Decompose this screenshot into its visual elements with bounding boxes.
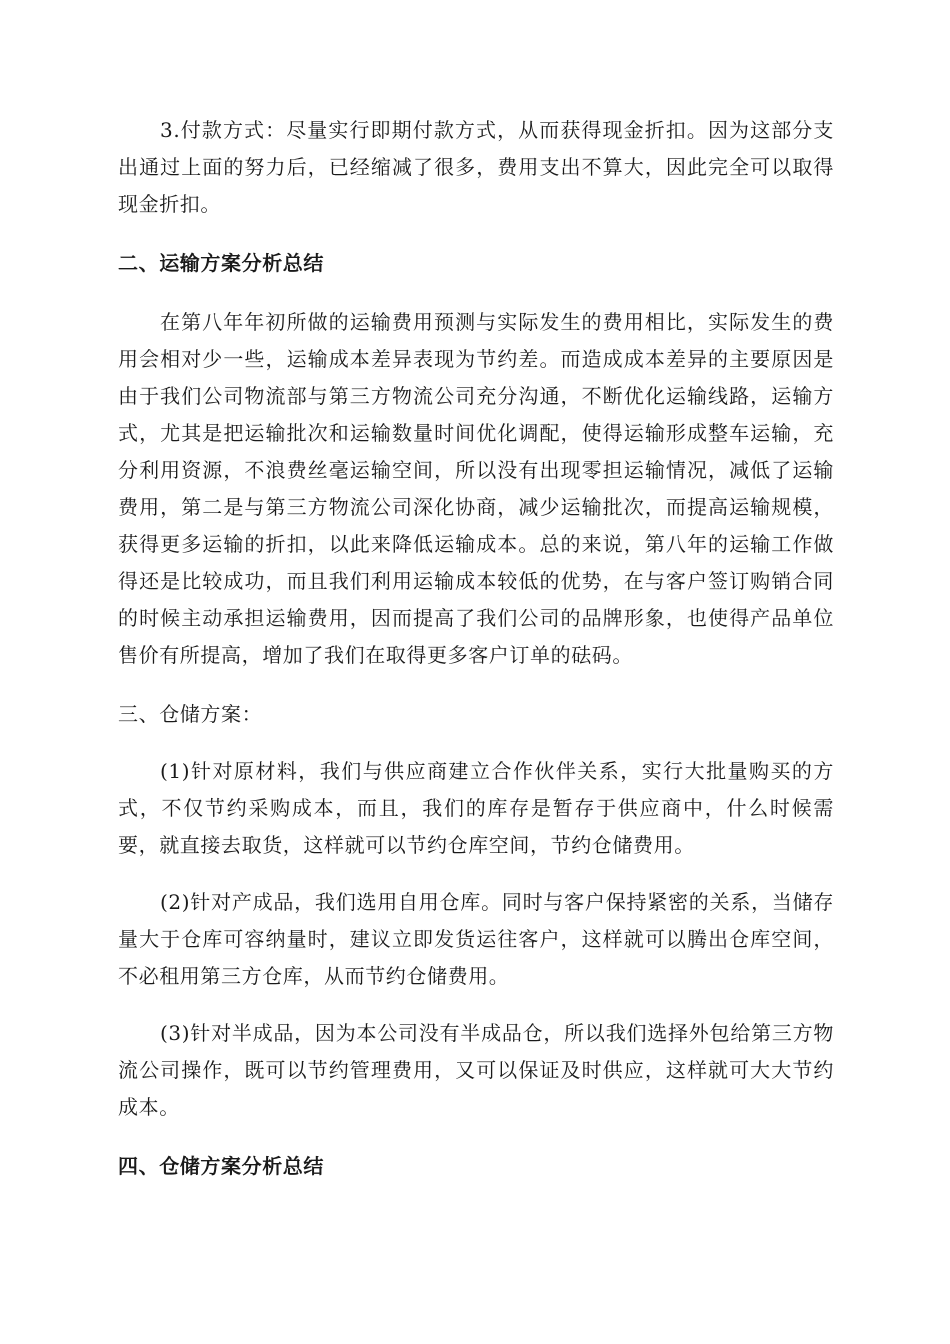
paragraph-payment-method: 3.付款方式：尽量实行即期付款方式，从而获得现金折扣。因为这部分支出通过上面的努力后，已经缩减了很多，费用支出不算大，因此完全可以取得现金折扣。: [118, 118, 834, 216]
section-heading-warehousing-summary: 四、仓储方案分析总结: [118, 1154, 324, 1178]
document-page: [118, 112, 834, 1185]
paragraph-transport-analysis: 在第八年年初所做的运输费用预测与实际发生的费用相比，实际发生的费用会相对少一些，运输成本差异表现为节约差。而造成成本差异的主要原因是由于我们公司物流部与第三方物流公司充分沟通，不断优化运输线路，运输方式，尤其是把运输批次和运输数量时间优化调配，使得运输形成整车运输，充分利用资源，不浪费丝毫运输空间，所以没有出现零担运输情况，减低了运输费用，第二是与第三方物流公司深化协商，减少运输批次，而提高运输规模，获得更多运输的折扣，以此来降低运输成本。总的来说，第八年的运输工作做得还是比较成功，而且我们利用运输成本较低的优势，在与客户签订购销合同的时候主动承担运输费用，因而提高了我们公司的品牌形象，也使得产品单位售价有所提高，增加了我们在取得更多客户订单的砝码。: [118, 310, 834, 667]
paragraph-finished-goods: (2)针对产成品，我们选用自用仓库。同时与客户保持紧密的关系，当储存量大于仓库可容纳量时，建议立即发货运往客户，这样就可以腾出仓库空间，不必租用第三方仓库，从而节约仓储费用。: [118, 890, 834, 988]
section-heading-warehousing-plan: 三、仓储方案：: [118, 702, 263, 726]
section-heading-transport-summary: 二、运输方案分析总结: [118, 251, 324, 275]
paragraph-semi-finished: (3)针对半成品，因为本公司没有半成品仓，所以我们选择外包给第三方物流公司操作，既可以节约管理费用，又可以保证及时供应，这样就可大大节约成本。: [118, 1021, 834, 1119]
paragraph-raw-materials: (1)针对原材料，我们与供应商建立合作伙伴关系，实行大批量购买的方式，不仅节约采购成本，而且，我们的库存是暂存于供应商中，什么时候需要，就直接去取货，这样就可以节约仓库空间，节约仓储费用。: [118, 759, 834, 857]
